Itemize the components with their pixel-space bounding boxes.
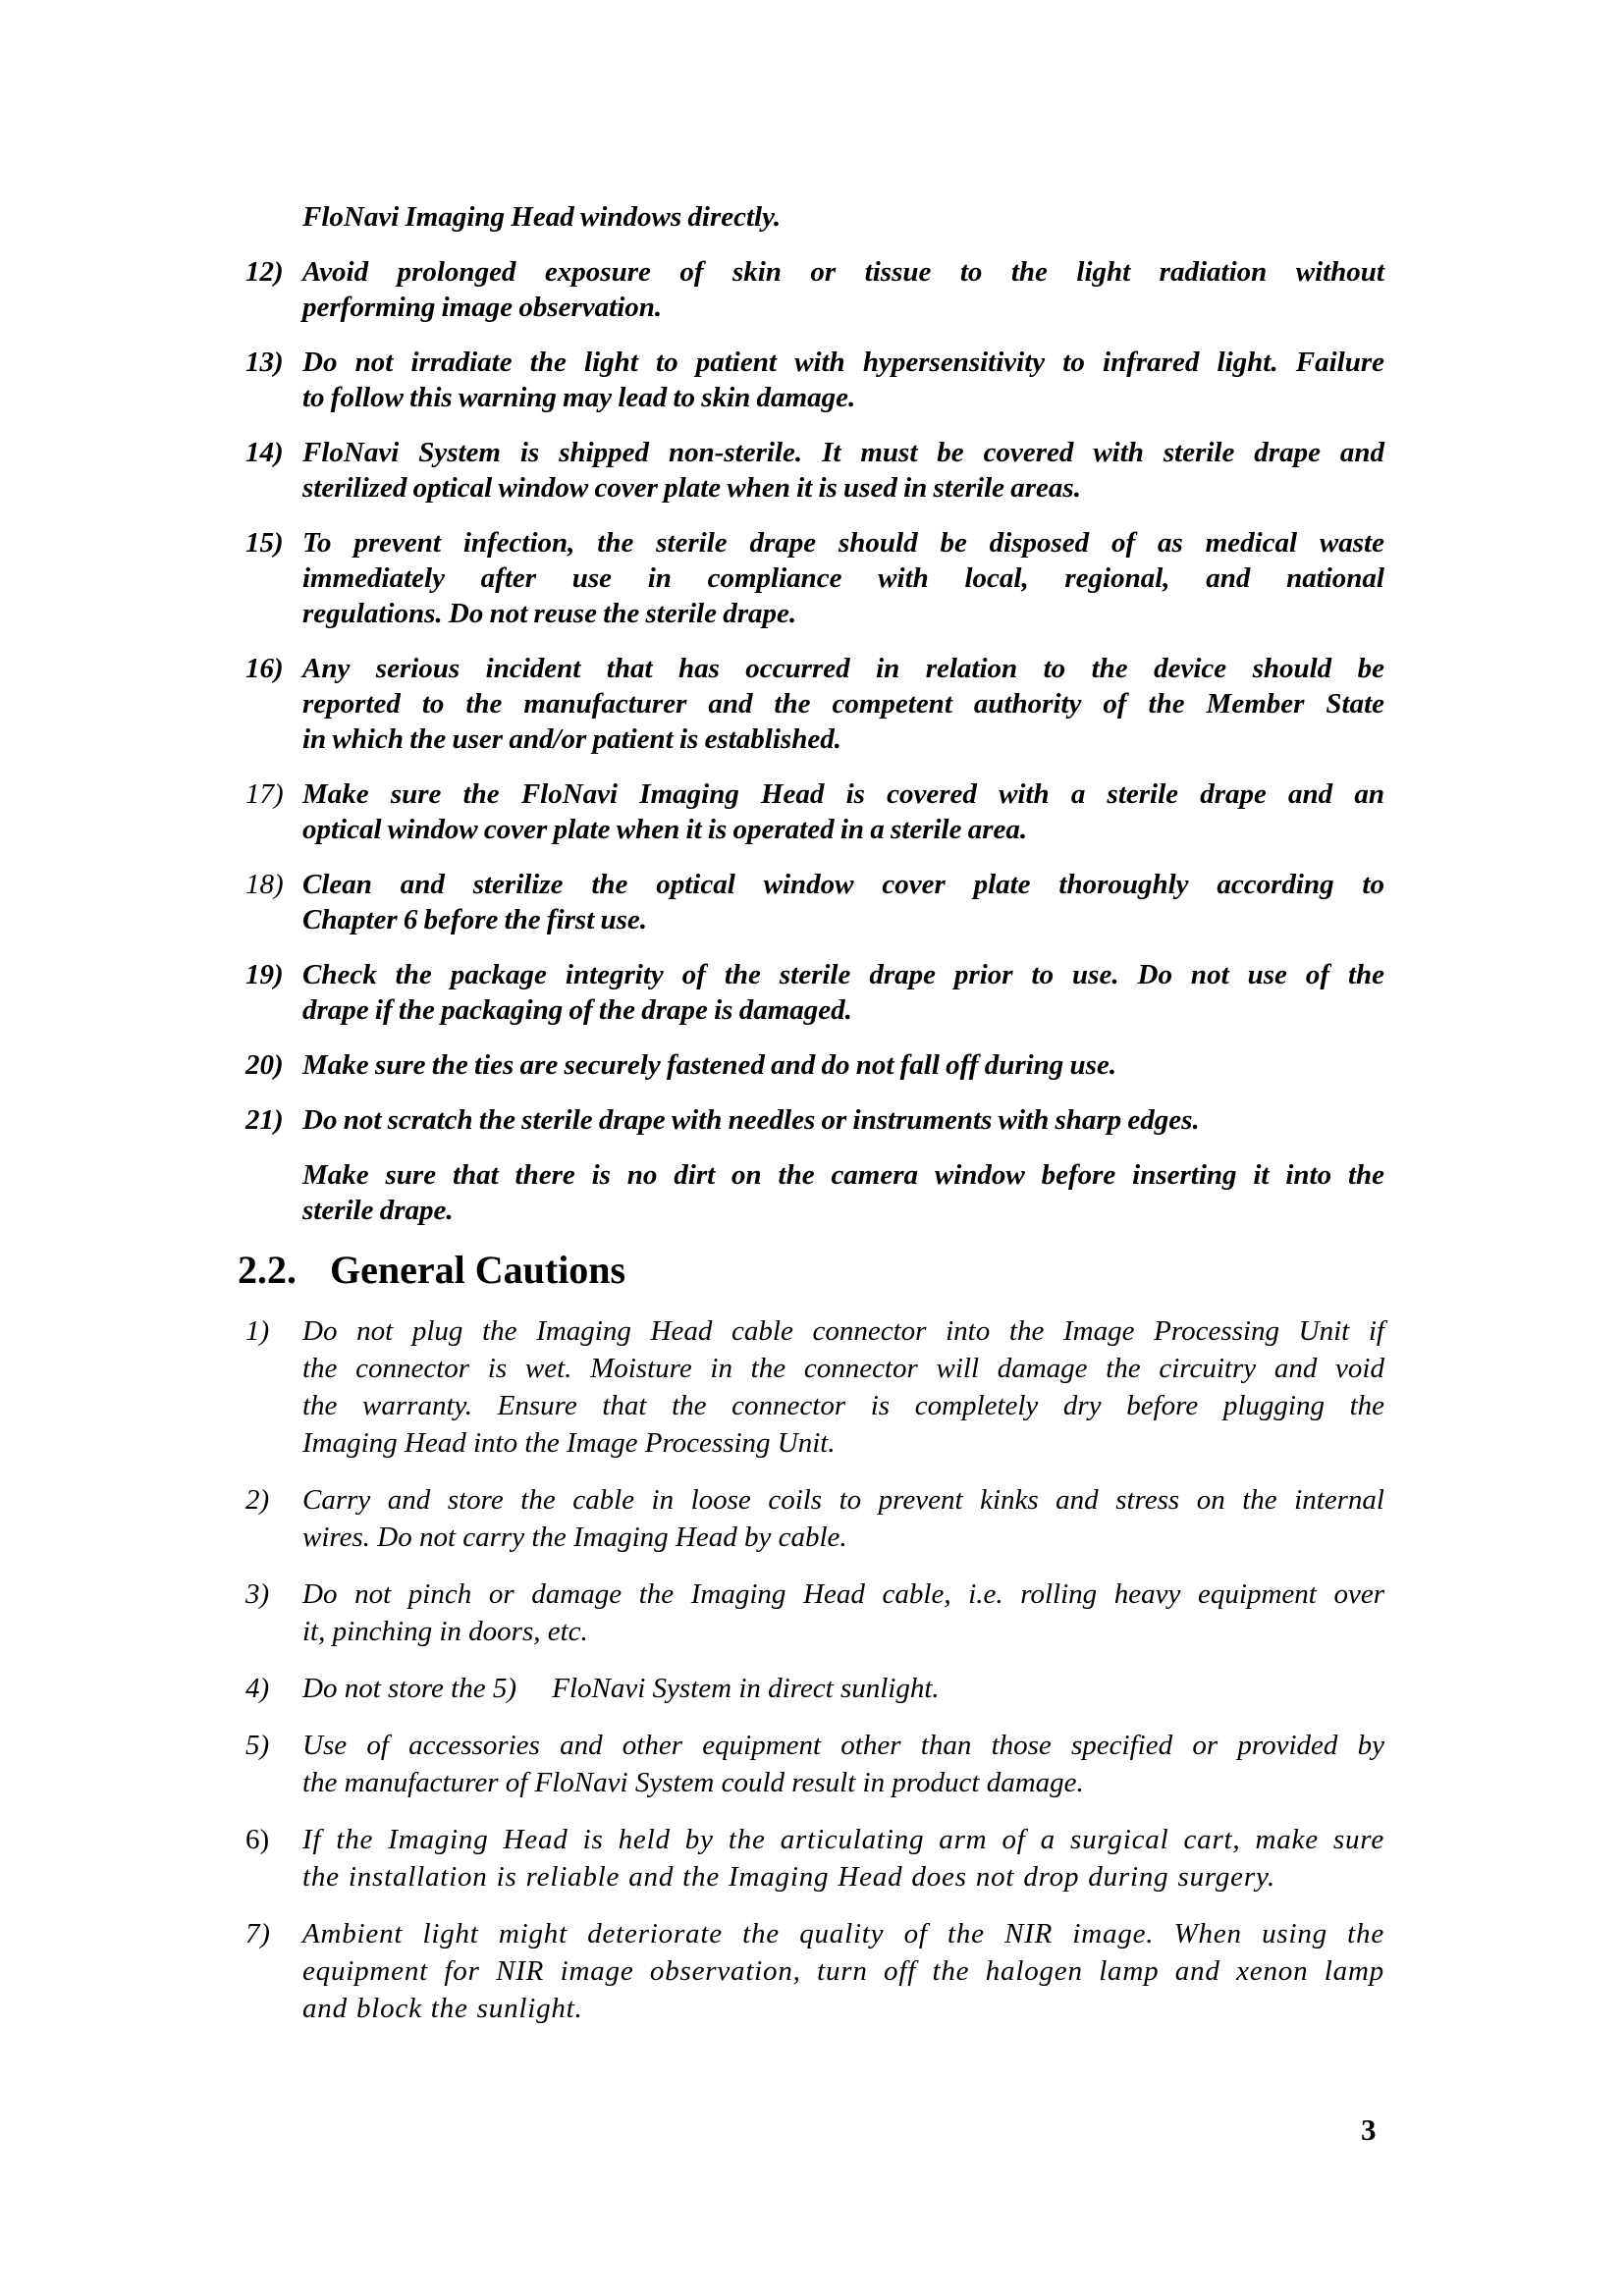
- list-number: 7): [245, 1918, 271, 1949]
- text-line: performing image observation.: [302, 292, 663, 323]
- text-line: optical window cover plate when it is operated in a sterile area.: [302, 814, 1028, 845]
- text-line: in which the user and/or patient is established.: [302, 723, 841, 755]
- continuation-paragraph: [302, 199, 1384, 235]
- text-line: If the Imaging Head is held by the articulating arm of a surgical cart, make sure: [302, 1824, 1384, 1855]
- list-item-15: [245, 525, 1384, 631]
- list-number: 19): [245, 959, 284, 990]
- page-number: 3: [1361, 2112, 1377, 2147]
- text-line: and block the sunlight.: [302, 1993, 583, 2024]
- list-item-21: [245, 1102, 1384, 1138]
- text-line: Clean and sterilize the optical window cover plate thoroughly according to: [302, 869, 1384, 900]
- list-number: 12): [245, 256, 284, 288]
- text-line: to follow this warning may lead to skin damage.: [302, 382, 856, 413]
- list-number: 15): [245, 527, 284, 559]
- text-line: Do not irradiate the light to patient with hypersensitivity to infrared light. Failure: [302, 347, 1384, 378]
- text-line: To prevent infection, the sterile drape should be disposed of as medical waste: [302, 527, 1384, 559]
- section-title: General Cautions: [330, 1248, 626, 1292]
- list-number: 17): [245, 778, 284, 810]
- list-item-16: [245, 651, 1384, 757]
- text-line: Make sure the FloNavi Imaging Head is covered with a sterile drape and an: [302, 778, 1384, 810]
- text-line: Avoid prolonged exposure of skin or tissue to the light radiation without: [302, 256, 1384, 288]
- list-number: 2): [245, 1484, 270, 1516]
- text-line: Do not store the 5) FloNavi System in direct sunlight.: [302, 1673, 940, 1704]
- list-number: 20): [245, 1049, 284, 1081]
- text-line: reported to the manufacturer and the competent authority of the Member State: [302, 688, 1384, 720]
- list-item-1: [245, 1312, 1384, 1462]
- list-number: 5): [245, 1730, 270, 1761]
- text-line: Do not plug the Imaging Head cable connector into the Image Processing Unit if: [302, 1315, 1384, 1347]
- text-line: sterile drape.: [302, 1195, 454, 1226]
- page-content: [238, 199, 1384, 2047]
- list-item-20: [245, 1047, 1384, 1083]
- text-line: Use of accessories and other equipment other than those specified or provided by: [302, 1730, 1384, 1761]
- list-item-18: [245, 867, 1384, 937]
- list-number: 16): [245, 653, 284, 684]
- text-line: the manufacturer of FloNavi System could result in product damage.: [302, 1767, 1084, 1798]
- list-item-17: [245, 776, 1384, 847]
- text-line: the installation is reliable and the Imaging Head does not drop during surgery.: [302, 1861, 1276, 1893]
- section-heading: [238, 1248, 1384, 1293]
- text-line: Any serious incident that has occurred in relation to the device should be: [302, 653, 1384, 684]
- list-number: 3): [245, 1578, 270, 1610]
- text-line: regulations. Do not reuse the sterile drape.: [302, 598, 797, 629]
- text-line: Imaging Head into the Image Processing Unit.: [302, 1427, 836, 1459]
- text-line: Do not scratch the sterile drape with needles or instruments with sharp edges.: [302, 1104, 1200, 1136]
- text-line: equipment for NIR image observation, turn off the halogen lamp and xenon lamp: [302, 1955, 1384, 1987]
- text-line: sterilized optical window cover plate when it is used in sterile areas.: [302, 472, 1081, 504]
- list-item-6: [245, 1821, 1384, 1896]
- text-line: wires. Do not carry the Imaging Head by cable.: [302, 1522, 847, 1553]
- section-number: 2.2.: [238, 1248, 297, 1292]
- text-line: Carry and store the cable in loose coils to prevent kinks and stress on the internal: [302, 1484, 1384, 1516]
- list-number: 13): [245, 347, 284, 378]
- list-item-7: [245, 1915, 1384, 2027]
- text-line: FloNavi System is shipped non-sterile. It must be covered with sterile drape and: [302, 437, 1384, 468]
- text-line: Make sure the ties are securely fastened and do not fall off during use.: [302, 1049, 1117, 1081]
- list-number: 1): [245, 1315, 270, 1347]
- paragraph: [302, 1157, 1384, 1228]
- list-item-4: [245, 1670, 1384, 1707]
- list-item-12: [245, 254, 1384, 325]
- text-line: Check the package integrity of the sterile drape prior to use. Do not use of the: [302, 959, 1384, 990]
- warnings-list: [245, 254, 1384, 1138]
- text-line: immediately after use in compliance with local, regional, and national: [302, 562, 1384, 594]
- text-line: FloNavi Imaging Head windows directly.: [302, 201, 782, 233]
- text-line: the warranty. Ensure that the connector is completely dry before plugging the: [302, 1390, 1384, 1421]
- list-item-14: [245, 435, 1384, 506]
- list-number: 14): [245, 437, 284, 468]
- paragraph: [302, 199, 1384, 235]
- list-number: 6): [245, 1824, 270, 1855]
- text-line: Do not pinch or damage the Imaging Head cable, i.e. rolling heavy equipment over: [302, 1578, 1384, 1610]
- list-item-13: [245, 345, 1384, 415]
- list-number: 21): [245, 1104, 284, 1136]
- cautions-list: [245, 1312, 1384, 2027]
- text-line: the connector is wet. Moisture in the connector will damage the circuitry and void: [302, 1353, 1384, 1384]
- text-line: drape if the packaging of the drape is damaged.: [302, 994, 852, 1026]
- list-item-5: [245, 1727, 1384, 1801]
- note-paragraph: [302, 1157, 1384, 1228]
- text-line: Ambient light might deteriorate the quality of the NIR image. When using the: [302, 1918, 1384, 1949]
- list-item-2: [245, 1481, 1384, 1556]
- text-line: Make sure that there is no dirt on the camera window before inserting it into the: [302, 1159, 1384, 1191]
- list-item-19: [245, 957, 1384, 1028]
- text-line: it, pinching in doors, etc.: [302, 1616, 588, 1647]
- list-number: 18): [245, 869, 284, 900]
- text-line: Chapter 6 before the first use.: [302, 904, 648, 935]
- list-number: 4): [245, 1673, 270, 1704]
- list-item-3: [245, 1575, 1384, 1650]
